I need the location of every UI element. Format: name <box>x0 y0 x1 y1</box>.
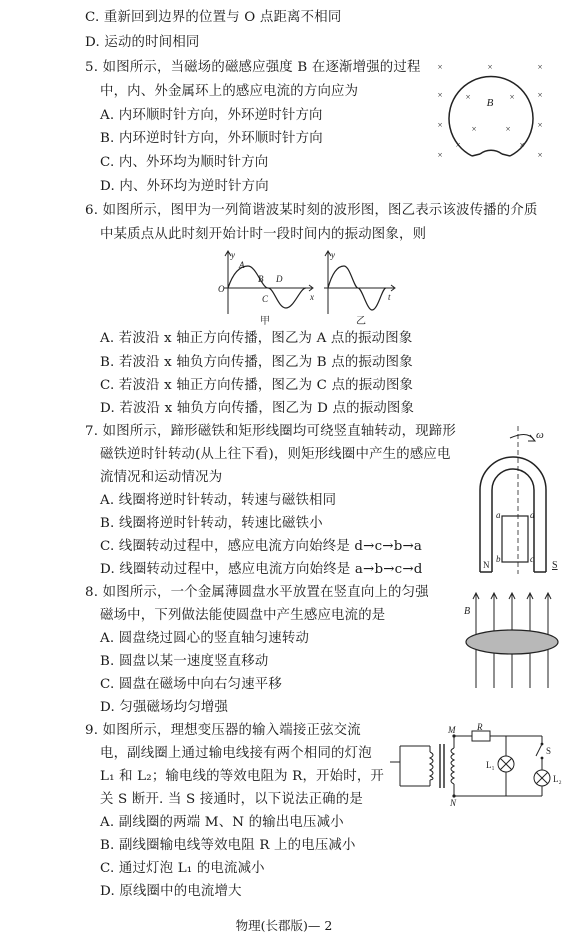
svg-text:×: × <box>537 150 543 160</box>
q5-figure-rings <box>428 56 558 176</box>
svg-text:a: a <box>496 510 501 520</box>
svg-text:d: d <box>530 510 535 520</box>
svg-text:甲: 甲 <box>260 316 270 326</box>
q8-stem-line1: 8. 如图所示，一个金属薄圆盘水平放置在竖直向上的匀强 <box>85 585 429 600</box>
q5-stem-line1: 5. 如图所示，当磁场的磁感应强度 B 在逐渐增强的过程 <box>85 60 421 75</box>
svg-text:B: B <box>464 606 471 617</box>
q9-stem-line3: L₁ 和 L₂；输电线的等效电阻为 R，开始时，开 <box>100 769 385 784</box>
q6-option-a: A. 若波沿 x 轴正方向传播，图乙为 A 点的振动图象 <box>100 331 413 346</box>
svg-text:x: x <box>310 292 314 302</box>
q5-option-c: C. 内、外环均为顺时针方向 <box>100 155 269 170</box>
svg-text:L₂: L₂ <box>553 774 562 784</box>
svg-text:O: O <box>218 284 225 294</box>
q7-option-d: D. 线圈转动过程中，感应电流方向始终是 a→b→c→d <box>100 562 423 577</box>
q8-figure-disk <box>460 590 562 690</box>
svg-text:b: b <box>496 554 501 564</box>
option-c: C. 重新回到边界的位置与 O 点距离不相同 <box>85 10 342 25</box>
q7-stem-line2: 磁铁逆时针转动(从上往下看)，则矩形线圈中产生的感应电 <box>100 447 451 462</box>
q8-option-b: B. 圆盘以某一速度竖直移动 <box>100 654 269 669</box>
svg-text:S: S <box>546 746 552 756</box>
q9-option-b: B. 副线圈输电线等效电阻 R 上的电压减小 <box>100 838 356 853</box>
svg-text:D: D <box>276 274 283 284</box>
svg-text:N: N <box>450 798 457 806</box>
svg-text:×: × <box>537 120 543 130</box>
svg-text:×: × <box>471 124 477 134</box>
q8-stem-line2: 磁场中，下列做法能使圆盘中产生感应电流的是 <box>100 608 386 623</box>
svg-text:×: × <box>437 120 443 130</box>
q9-stem-line1: 9. 如图所示，理想变压器的输入端接正弦交流 <box>85 723 361 738</box>
svg-text:L₁: L₁ <box>486 760 495 770</box>
svg-text:R: R <box>477 722 483 732</box>
svg-text:t: t <box>388 292 391 302</box>
q6-figure-waves <box>212 248 397 326</box>
svg-text:×: × <box>437 62 443 72</box>
svg-text:B: B <box>258 274 264 284</box>
svg-text:乙: 乙 <box>356 316 366 326</box>
q9-option-a: A. 副线圈的两端 M、N 的输出电压减小 <box>100 815 344 830</box>
q7-stem-line3: 流情况和运动情况为 <box>100 470 223 485</box>
svg-text:S: S <box>552 560 558 571</box>
q8-option-c: C. 圆盘在磁场中向右匀速平移 <box>100 677 282 692</box>
q6-option-c: C. 若波沿 x 轴正方向传播，图乙为 C 点的振动图象 <box>100 378 414 393</box>
svg-text:ω: ω <box>536 429 544 441</box>
svg-text:×: × <box>465 92 471 102</box>
svg-text:×: × <box>537 90 543 100</box>
svg-text:y: y <box>231 250 235 260</box>
svg-text:×: × <box>519 140 525 150</box>
q9-figure-circuit <box>390 722 562 806</box>
q6-stem-line1: 6. 如图所示，图甲为一列简谐波某时刻的波形图，图乙表示该波传播的介质 <box>85 203 538 218</box>
option-d: D. 运动的时间相同 <box>85 35 200 50</box>
svg-text:c: c <box>530 554 534 564</box>
q5-option-d: D. 内、外环均为逆时针方向 <box>100 179 269 194</box>
q6-stem-line2: 中某质点从此时刻开始计时一段时间内的振动图象，则 <box>100 227 427 242</box>
q9-option-c: C. 通过灯泡 L₁ 的电流减小 <box>100 861 265 876</box>
svg-text:×: × <box>437 150 443 160</box>
q8-option-a: A. 圆盘绕过圆心的竖直轴匀速转动 <box>100 631 310 646</box>
svg-text:B: B <box>486 97 494 109</box>
svg-text:×: × <box>509 92 515 102</box>
q5-option-a: A. 内环顺时针方向，外环逆时针方向 <box>100 108 323 123</box>
svg-text:N: N <box>483 560 490 570</box>
page-footer: 物理(长郡版)— 2 <box>235 918 333 933</box>
q5-option-b: B. 内环逆时针方向，外环顺时针方向 <box>100 131 323 146</box>
q7-figure-magnet <box>470 424 565 576</box>
svg-text:M: M <box>448 725 456 735</box>
q9-option-d: D. 原线圈中的电流增大 <box>100 884 242 899</box>
q7-option-a: A. 线圈将逆时针转动，转速与磁铁相同 <box>100 493 337 508</box>
q7-option-c: C. 线圈转动过程中，感应电流方向始终是 d→c→b→a <box>100 539 423 554</box>
svg-text:C: C <box>262 294 269 304</box>
q6-option-d: D. 若波沿 x 轴负方向传播，图乙为 D 点的振动图象 <box>100 401 415 416</box>
svg-text:×: × <box>487 62 493 72</box>
svg-text:A: A <box>239 260 245 270</box>
q9-stem-line2: 电，副线圈上通过输电线接有两个相同的灯泡 <box>100 746 372 761</box>
q7-option-b: B. 线圈将逆时针转动，转速比磁铁小 <box>100 516 323 531</box>
q7-stem-line1: 7. 如图所示，蹄形磁铁和矩形线圈均可绕竖直轴转动，现蹄形 <box>85 424 456 439</box>
q9-stem-line4: 关 S 断开. 当 S 接通时，以下说法正确的是 <box>100 792 363 807</box>
svg-text:y: y <box>331 250 335 260</box>
svg-text:×: × <box>537 62 543 72</box>
q6-option-b: B. 若波沿 x 轴负方向传播，图乙为 B 点的振动图象 <box>100 355 413 370</box>
svg-text:×: × <box>505 124 511 134</box>
svg-text:×: × <box>455 140 461 150</box>
q5-stem-line2: 中，内、外金属环上的感应电流的方向应为 <box>100 84 359 99</box>
svg-text:×: × <box>437 90 443 100</box>
q8-option-d: D. 匀强磁场均匀增强 <box>100 700 229 715</box>
